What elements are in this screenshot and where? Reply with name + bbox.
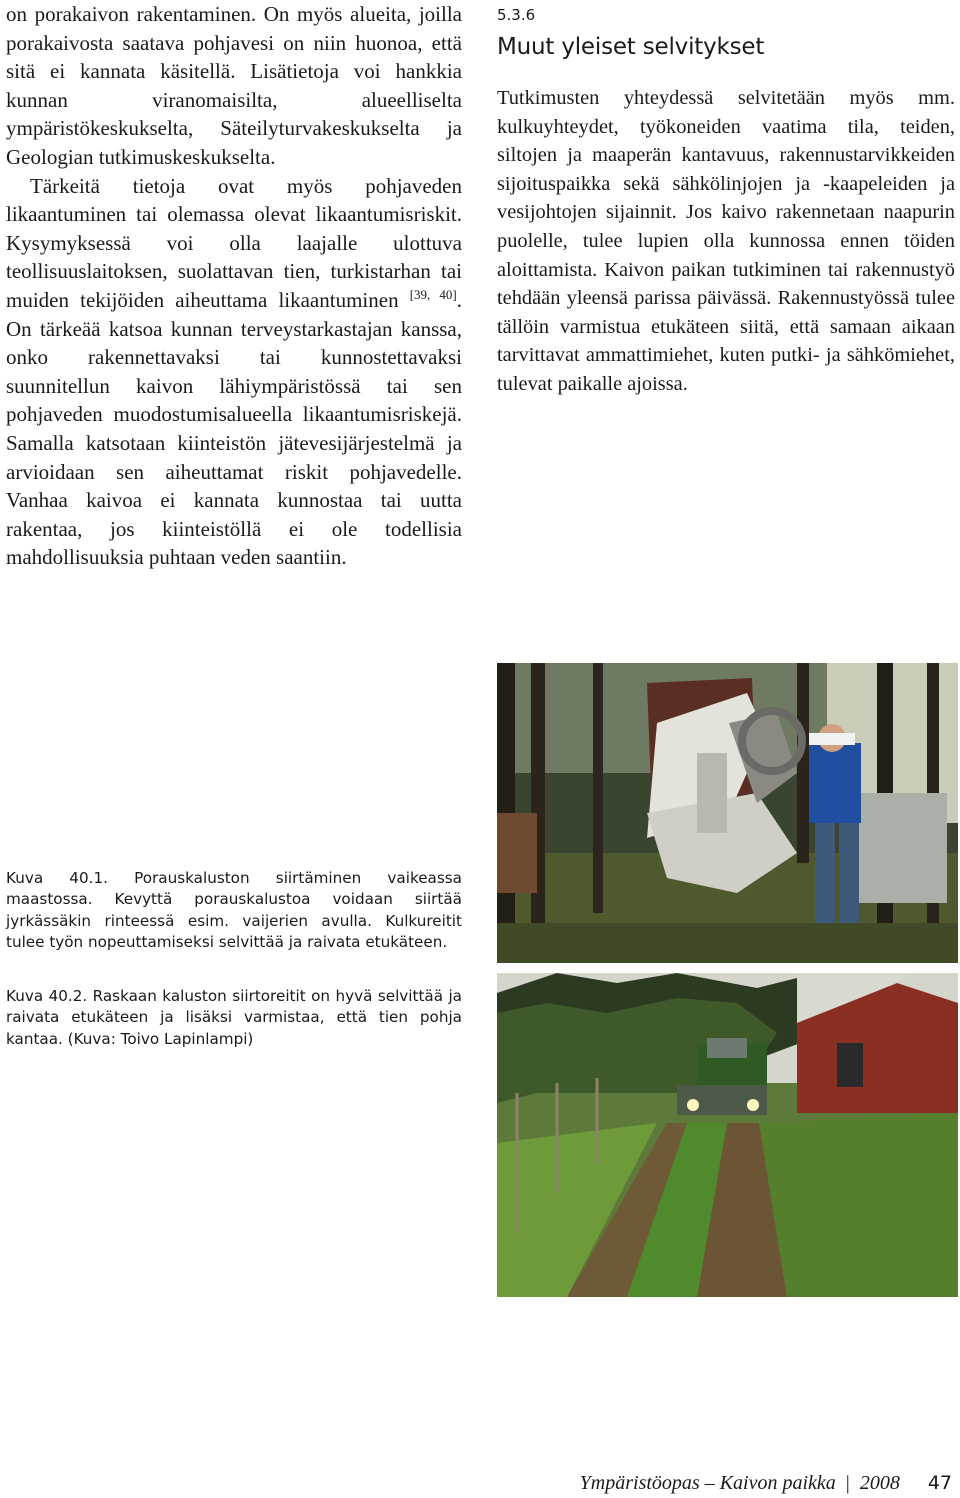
section-number: 5.3.6 [497, 6, 536, 24]
paragraph-2 [6, 172, 462, 572]
caption-text-40-2: Raskaan kaluston siirtoreitit on hyvä selvittää ja raivata etukäteen ja lisäksi varmistaa, että tien pohja kantaa. (Kuva: Toivo Lapinlampi) [6, 987, 462, 1048]
section-body: Tutkimusten yhteydessä selvitetään myös mm. kulkuyhteydet, työkoneiden vaatima tila, teiden, siltojen ja maaperän kantavuus, rakennustarvikkeiden sijoituspaikka sekä sähkölinjojen ja -kaapeleiden ja vesijohtojen sijainnit. Jos kaivo rakennetaan naapurin puolelle, tulee lupien olla kunnossa ennen töiden aloittamista. Kaivon paikan tutkiminen tai rakennustyö tehdään yleensä parissa päivässä. Rakennustyössä tulee tällöin varmistua etukäteen siitä, että samaan aikaan tarvittavat ammattimiehet, kuten putki- ja sähkömiehet, tulevat paikalle ajoissa. [497, 87, 955, 395]
citation-reference: [39, 40] [409, 286, 457, 302]
page-number: 47 [927, 1472, 952, 1494]
paragraph-2-part-b: . On tärkeää katsoa kunnan terveystarkastajan kanssa, onko rakennettavaksi tai kunnostettavaksi suunnitellun kaivon lähiympäristössä tai sen pohjaveden muodostumisalueella likaantumisriskejä. Samalla katsotaan kiinteistön jätevesijärjestelmä ja arvioidaan sen aiheuttamat riskit pohjavedelle. Vanhaa kaivoa ei kannata kunnostaa tai uutta rakentaa, jos kiinteistöllä ei ole todellisia mahdollisuuksia puhtaan veden saantiin. [6, 287, 462, 570]
footer-publication: Ympäristöopas – Kaivon paikka [579, 1472, 836, 1494]
page-footer [580, 1472, 952, 1495]
left-text-column [6, 0, 462, 572]
caption-label-40-2: Kuva 40.2. [6, 987, 88, 1005]
paragraph-1: on porakaivon rakentaminen. On myös alueita, joilla porakaivosta saatava pohjavesi on niin huonoa, että sitä ei kannata käsitellä. Lisätietoja voi hankkia kunnan viranomaisilta, alueelliselta ympäristökeskukselta, Säteilyturvakeskukselta ja Geologian tutkimuskeskukselta. [6, 2, 462, 169]
footer-separator: | [845, 1472, 850, 1494]
caption-text-40-1: Porauskaluston siirtäminen vaikeassa maastossa. Kevyttä porauskalustoa voidaan siirtää jyrkässäkin rinteessä esim. vaijerien avulla. Kulkureitit tulee työn nopeuttamiseksi selvittää ja raivata etukäteen. [6, 869, 462, 952]
photo-drilling-rig [497, 663, 958, 963]
footer-year: 2008 [859, 1472, 900, 1494]
caption-figure-40-2 [6, 986, 462, 1050]
section-title: Muut yleiset selvitykset [497, 34, 765, 60]
caption-figure-40-1 [6, 868, 462, 954]
caption-label-40-1: Kuva 40.1. [6, 869, 108, 887]
photo-tractor-route [497, 973, 958, 1297]
paragraph-2-part-a: Tärkeitä tietoja ovat myös pohjaveden likaantuminen tai olemassa olevat likaantumisriskit. Kysymyksessä voi olla laajalle ulottuva teollisuuslaitoksen, suolattavan tien, turkistarhan tai muiden tekijöiden aiheuttama likaantuminen [6, 173, 462, 312]
